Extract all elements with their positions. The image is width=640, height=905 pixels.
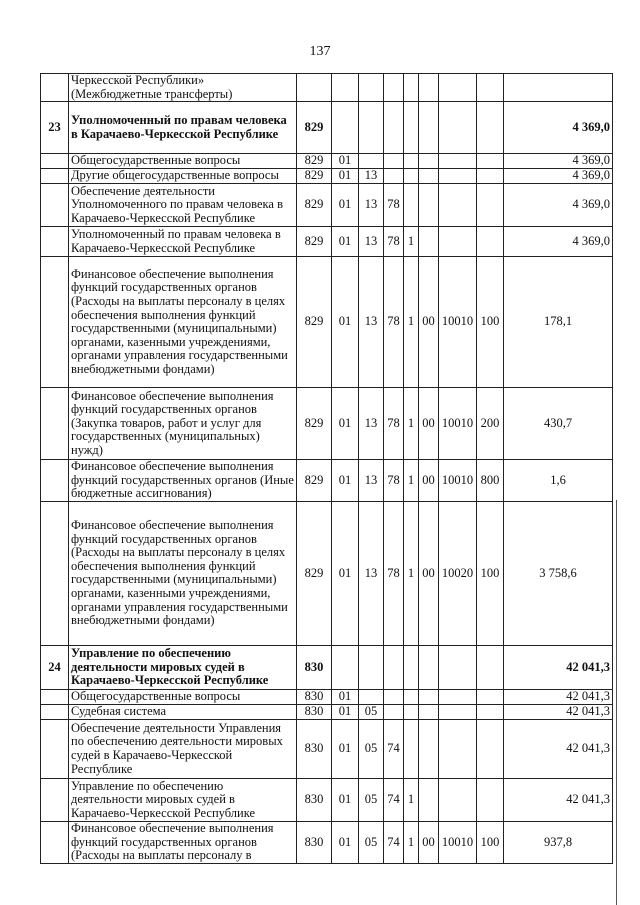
expense-type-cell [477,74,504,102]
row-name-cell: Общегосударственные вопросы [69,689,297,704]
subsection-cell: 05 [359,719,384,778]
section-cell [332,74,359,102]
page-number: 137 [309,44,331,59]
expense-code-cell [439,704,477,719]
section-cell: 01 [332,154,359,169]
program-cell: 78 [384,501,404,645]
row-number-cell [41,704,69,719]
expense-code-cell [439,227,477,257]
direction-cell: 00 [419,821,439,863]
section-cell: 01 [332,719,359,778]
amount-cell: 4 369,0 [504,102,613,154]
row-name-cell: Общегосударственные вопросы [69,154,297,169]
grbs-cell: 830 [297,719,332,778]
table-row [41,501,613,645]
program-cell: 78 [384,460,404,502]
row-name-cell: Черкесской Республики» (Межбюджетные трансферты) [69,74,297,102]
row-number-cell [41,719,69,778]
amount-cell: 42 041,3 [504,704,613,719]
expense-code-cell [439,689,477,704]
subprogram-cell [404,689,419,704]
expense-code-cell: 10020 [439,501,477,645]
subprogram-cell: 1 [404,460,419,502]
section-cell: 01 [332,184,359,227]
direction-cell [419,645,439,689]
table-row [41,102,613,154]
expense-type-cell: 100 [477,257,504,388]
expense-code-cell [439,778,477,821]
program-cell: 74 [384,821,404,863]
row-number-cell [41,388,69,460]
subprogram-cell [404,74,419,102]
program-cell [384,154,404,169]
expense-type-cell [477,778,504,821]
program-cell [384,102,404,154]
row-number-cell [41,257,69,388]
section-cell: 01 [332,501,359,645]
row-name-cell: Уполномоченный по правам человека в Карачаево-Черкесской Республике [69,227,297,257]
direction-cell: 00 [419,388,439,460]
expense-code-cell [439,102,477,154]
grbs-cell: 829 [297,501,332,645]
table-row [41,719,613,778]
subprogram-cell [404,704,419,719]
program-cell [384,74,404,102]
row-name-cell: Уполномоченный по правам человека в Карачаево-Черкесской Республике [69,102,297,154]
subsection-cell: 13 [359,257,384,388]
expense-type-cell [477,704,504,719]
table-row [41,821,613,863]
subprogram-cell: 1 [404,388,419,460]
subsection-cell [359,102,384,154]
expense-code-cell [439,184,477,227]
subsection-cell: 13 [359,227,384,257]
row-name-cell: Финансовое обеспечение выполнения функций государственных органов (Расходы на выплаты персоналу в целях обеспечения выполнения функций государственными (муниципальными) органами, казенными учреждениями, органами управления государственными внебюджетными фондами) [69,501,297,645]
section-cell: 01 [332,778,359,821]
grbs-cell: 829 [297,102,332,154]
subsection-cell [359,154,384,169]
direction-cell [419,778,439,821]
direction-cell [419,719,439,778]
table-row [41,704,613,719]
program-cell: 74 [384,778,404,821]
expense-type-cell [477,184,504,227]
row-name-cell: Обеспечение деятельности Уполномоченного по правам человека в Карачаево-Черкесской Республике [69,184,297,227]
row-number-cell [41,169,69,184]
section-cell: 01 [332,169,359,184]
subprogram-cell: 1 [404,501,419,645]
expense-type-cell: 100 [477,821,504,863]
table-row [41,689,613,704]
subprogram-cell [404,169,419,184]
grbs-cell: 829 [297,154,332,169]
program-cell: 78 [384,257,404,388]
amount-cell: 42 041,3 [504,778,613,821]
expense-code-cell [439,719,477,778]
budget-table [40,73,613,864]
section-cell [332,645,359,689]
row-name-cell: Управление по обеспечению деятельности мировых судей в Карачаево-Черкесской Республике [69,778,297,821]
amount-cell: 178,1 [504,257,613,388]
expense-code-cell [439,74,477,102]
table-row [41,257,613,388]
row-name-cell: Финансовое обеспечение выполнения функций государственных органов (Иные бюджетные ассигнования) [69,460,297,502]
table-row [41,645,613,689]
section-cell: 01 [332,257,359,388]
table-row [41,74,613,102]
expense-type-cell [477,645,504,689]
row-number-cell [41,778,69,821]
table-body [41,74,613,864]
section-cell: 01 [332,821,359,863]
table-row [41,154,613,169]
direction-cell [419,184,439,227]
expense-type-cell [477,169,504,184]
grbs-cell: 830 [297,689,332,704]
subsection-cell: 05 [359,778,384,821]
section-cell: 01 [332,227,359,257]
amount-cell: 4 369,0 [504,154,613,169]
row-name-cell: Управление по обеспечению деятельности мировых судей в Карачаево-Черкесской Республике [69,645,297,689]
subsection-cell [359,645,384,689]
grbs-cell: 829 [297,184,332,227]
subsection-cell: 13 [359,460,384,502]
direction-cell [419,74,439,102]
subsection-cell [359,689,384,704]
amount-cell [504,74,613,102]
row-name-cell: Финансовое обеспечение выполнения функций государственных органов (Расходы на выплаты персоналу в целях обеспечения выполнения функций государственными (муниципальными) органами, казенными учреждениями, органами управления государственными внебюджетными фондами) [69,257,297,388]
table-row [41,169,613,184]
direction-cell [419,169,439,184]
row-number-cell [41,184,69,227]
expense-type-cell: 100 [477,501,504,645]
program-cell: 74 [384,719,404,778]
direction-cell: 00 [419,257,439,388]
row-name-cell: Финансовое обеспечение выполнения функций государственных органов (Закупка товаров, работ и услуг для государственных (муниципальных) нужд) [69,388,297,460]
expense-code-cell: 10010 [439,460,477,502]
expense-code-cell [439,154,477,169]
row-number-cell [41,154,69,169]
program-cell [384,645,404,689]
grbs-cell: 829 [297,460,332,502]
direction-cell [419,102,439,154]
grbs-cell: 829 [297,388,332,460]
subprogram-cell [404,154,419,169]
table-row [41,460,613,502]
program-cell: 78 [384,227,404,257]
table-row [41,388,613,460]
section-cell: 01 [332,388,359,460]
subsection-cell: 13 [359,169,384,184]
direction-cell [419,227,439,257]
table-row [41,184,613,227]
program-cell [384,689,404,704]
row-number-cell [41,821,69,863]
row-number-cell [41,227,69,257]
subprogram-cell [404,184,419,227]
expense-code-cell: 10010 [439,821,477,863]
subsection-cell: 05 [359,821,384,863]
amount-cell: 4 369,0 [504,227,613,257]
row-name-cell: Обеспечение деятельности Управления по обеспечению деятельности мировых судей в Карачаево-Черкесской Республике [69,719,297,778]
section-cell: 01 [332,689,359,704]
program-cell [384,704,404,719]
subsection-cell [359,74,384,102]
amount-cell: 937,8 [504,821,613,863]
grbs-cell: 829 [297,257,332,388]
row-name-cell: Финансовое обеспечение выполнения функций государственных органов (Расходы на выплаты персоналу в [69,821,297,863]
section-cell: 01 [332,460,359,502]
row-number-cell [41,501,69,645]
table-row [41,778,613,821]
grbs-cell: 830 [297,778,332,821]
grbs-cell: 829 [297,227,332,257]
row-number-cell: 23 [41,102,69,154]
grbs-cell [297,74,332,102]
subsection-cell: 13 [359,501,384,645]
expense-type-cell [477,102,504,154]
section-cell: 01 [332,704,359,719]
amount-cell: 42 041,3 [504,689,613,704]
amount-cell: 42 041,3 [504,719,613,778]
program-cell: 78 [384,184,404,227]
row-number-cell: 24 [41,645,69,689]
subprogram-cell: 1 [404,257,419,388]
row-number-cell [41,460,69,502]
expense-code-cell: 10010 [439,388,477,460]
subprogram-cell [404,102,419,154]
expense-type-cell [477,227,504,257]
row-name-cell: Судебная система [69,704,297,719]
expense-type-cell [477,689,504,704]
table-row [41,227,613,257]
program-cell [384,169,404,184]
row-number-cell [41,74,69,102]
amount-cell: 4 369,0 [504,169,613,184]
subsection-cell: 13 [359,388,384,460]
amount-cell: 4 369,0 [504,184,613,227]
subprogram-cell: 1 [404,227,419,257]
direction-cell: 00 [419,501,439,645]
scan-edge-line [616,500,617,905]
direction-cell [419,154,439,169]
subprogram-cell [404,719,419,778]
subsection-cell: 13 [359,184,384,227]
expense-type-cell: 800 [477,460,504,502]
subsection-cell: 05 [359,704,384,719]
amount-cell: 3 758,6 [504,501,613,645]
grbs-cell: 830 [297,645,332,689]
subprogram-cell: 1 [404,778,419,821]
expense-code-cell [439,169,477,184]
grbs-cell: 830 [297,704,332,719]
amount-cell: 430,7 [504,388,613,460]
row-name-cell: Другие общегосударственные вопросы [69,169,297,184]
expense-code-cell [439,645,477,689]
subprogram-cell [404,645,419,689]
expense-type-cell [477,719,504,778]
subprogram-cell: 1 [404,821,419,863]
grbs-cell: 830 [297,821,332,863]
expense-type-cell [477,154,504,169]
expense-code-cell: 10010 [439,257,477,388]
section-cell [332,102,359,154]
direction-cell [419,704,439,719]
amount-cell: 42 041,3 [504,645,613,689]
direction-cell [419,689,439,704]
expense-type-cell: 200 [477,388,504,460]
amount-cell: 1,6 [504,460,613,502]
direction-cell: 00 [419,460,439,502]
program-cell: 78 [384,388,404,460]
row-number-cell [41,689,69,704]
grbs-cell: 829 [297,169,332,184]
